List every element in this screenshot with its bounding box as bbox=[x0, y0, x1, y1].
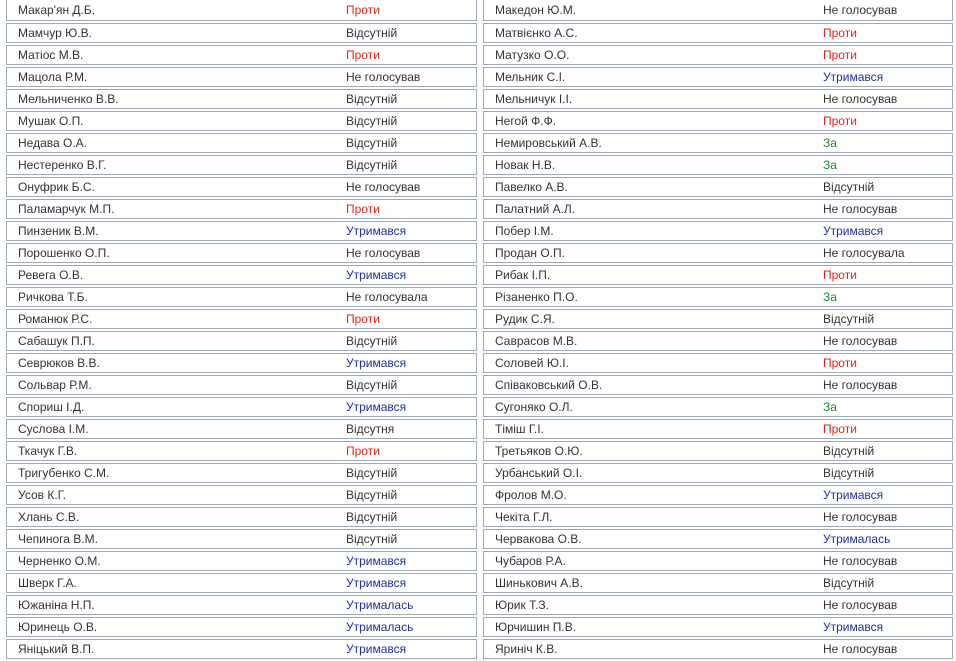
deputy-name: Тіміш Г.І. bbox=[495, 422, 544, 436]
deputy-name: Севрюков В.В. bbox=[18, 356, 100, 370]
vote-row bbox=[483, 419, 953, 439]
vote-result: Відсутній bbox=[346, 378, 398, 392]
vote-row bbox=[6, 375, 477, 395]
vote-result: Утрималась bbox=[346, 620, 414, 634]
vote-result: Відсутній bbox=[346, 510, 398, 524]
deputy-name: Фролов М.О. bbox=[495, 488, 567, 502]
deputy-name: Ричкова Т.Б. bbox=[18, 290, 88, 304]
deputy-name: Шинькович А.В. bbox=[495, 576, 583, 590]
vote-result: Не голосував bbox=[823, 334, 898, 348]
vote-row bbox=[6, 353, 477, 373]
deputy-name: Сабашук П.П. bbox=[18, 334, 95, 348]
vote-result: Утримався bbox=[823, 224, 884, 238]
vote-row bbox=[483, 111, 953, 131]
deputy-name: Третьяков О.Ю. bbox=[495, 444, 583, 458]
vote-result: Утримався bbox=[346, 576, 407, 590]
vote-result: Утримався bbox=[823, 488, 884, 502]
vote-result: Не голосував bbox=[823, 642, 898, 656]
vote-row bbox=[483, 639, 953, 659]
deputy-name: Черненко О.М. bbox=[18, 554, 101, 568]
deputy-name: Матузко О.О. bbox=[495, 48, 570, 62]
vote-row bbox=[483, 441, 953, 461]
vote-row bbox=[483, 265, 953, 285]
vote-row bbox=[483, 309, 953, 329]
deputy-name: Македон Ю.М. bbox=[495, 3, 577, 17]
vote-row bbox=[483, 463, 953, 483]
deputy-name: Тригубенко С.М. bbox=[18, 466, 110, 480]
vote-result: Відсутній bbox=[346, 334, 398, 348]
vote-result: Утримався bbox=[346, 400, 407, 414]
vote-result: Відсутній bbox=[823, 312, 875, 326]
vote-result: Утримався bbox=[346, 224, 407, 238]
vote-result: Відсутній bbox=[823, 180, 875, 194]
vote-result: Відсутній bbox=[823, 576, 875, 590]
deputy-name: Соловей Ю.І. bbox=[495, 356, 569, 370]
deputy-name: Ревега О.В. bbox=[18, 268, 84, 282]
deputy-name: Немировський А.В. bbox=[495, 136, 602, 150]
vote-result: Утримався bbox=[823, 70, 884, 84]
deputy-name: Шверк Г.А. bbox=[18, 576, 77, 590]
vote-row bbox=[6, 89, 477, 109]
vote-row bbox=[6, 45, 477, 65]
vote-result: Утримався bbox=[346, 642, 407, 656]
deputy-name: Юрик Т.З. bbox=[495, 598, 549, 612]
vote-row bbox=[483, 375, 953, 395]
vote-result: Відсутній bbox=[823, 466, 875, 480]
vote-row bbox=[6, 331, 477, 351]
vote-result: Проти bbox=[823, 114, 857, 128]
vote-row bbox=[483, 595, 953, 615]
vote-row bbox=[483, 529, 953, 549]
vote-row bbox=[483, 89, 953, 109]
deputy-name: Продан О.П. bbox=[495, 246, 565, 260]
deputy-name: Матвієнко А.С. bbox=[495, 26, 578, 40]
deputy-name: Мельник С.І. bbox=[495, 70, 566, 84]
deputy-name: Романюк Р.С. bbox=[18, 312, 93, 326]
vote-result: За bbox=[823, 400, 837, 414]
deputy-name: Мельничук І.І. bbox=[495, 92, 573, 106]
vote-row bbox=[483, 573, 953, 593]
vote-table-right bbox=[483, 0, 953, 661]
deputy-name: Різаненко П.О. bbox=[495, 290, 578, 304]
deputy-name: Мацола Р.М. bbox=[18, 70, 88, 84]
vote-result: Проти bbox=[823, 356, 857, 370]
vote-row bbox=[6, 441, 477, 461]
deputy-name: Недава О.А. bbox=[18, 136, 88, 150]
deputy-name: Мамчур Ю.В. bbox=[18, 26, 92, 40]
deputy-name: Пинзеник В.М. bbox=[18, 224, 99, 238]
vote-row bbox=[6, 617, 477, 637]
deputy-name: Чубаров Р.А. bbox=[495, 554, 566, 568]
vote-row bbox=[6, 551, 477, 571]
deputy-name: Порошенко О.П. bbox=[18, 246, 110, 260]
vote-result: За bbox=[823, 158, 837, 172]
vote-row bbox=[483, 177, 953, 197]
deputy-name: Ткачук Г.В. bbox=[18, 444, 78, 458]
vote-row bbox=[6, 23, 477, 43]
vote-row bbox=[6, 243, 477, 263]
vote-result: Відсутній bbox=[346, 26, 398, 40]
deputy-name: Яриніч К.В. bbox=[495, 642, 558, 656]
vote-row bbox=[6, 199, 477, 219]
vote-row bbox=[6, 177, 477, 197]
deputy-name: Побер І.М. bbox=[495, 224, 554, 238]
deputy-name: Рудик С.Я. bbox=[495, 312, 555, 326]
deputy-name: Усов К.Г. bbox=[18, 488, 67, 502]
vote-result: Проти bbox=[346, 202, 380, 216]
deputy-name: Новак Н.В. bbox=[495, 158, 556, 172]
vote-row bbox=[483, 199, 953, 219]
vote-row bbox=[6, 265, 477, 285]
vote-result: Не голосував bbox=[823, 92, 898, 106]
vote-result: Проти bbox=[346, 3, 380, 17]
deputy-name: Співаковський О.В. bbox=[495, 378, 603, 392]
vote-result: Не голосував bbox=[823, 598, 898, 612]
vote-row bbox=[6, 0, 477, 21]
vote-row bbox=[6, 507, 477, 527]
deputy-name: Саврасов М.В. bbox=[495, 334, 578, 348]
deputy-name: Мушак О.П. bbox=[18, 114, 84, 128]
deputy-name: Палатний А.Л. bbox=[495, 202, 576, 216]
vote-result: Не голосував bbox=[346, 180, 421, 194]
vote-row bbox=[483, 221, 953, 241]
vote-result: Проти bbox=[823, 26, 857, 40]
deputy-name: Рибак І.П. bbox=[495, 268, 551, 282]
vote-row bbox=[483, 331, 953, 351]
vote-table-left bbox=[6, 0, 477, 661]
vote-result: Не голосував bbox=[346, 246, 421, 260]
vote-row bbox=[6, 397, 477, 417]
vote-result: Проти bbox=[346, 48, 380, 62]
vote-row bbox=[6, 221, 477, 241]
vote-row bbox=[483, 155, 953, 175]
vote-result: Проти bbox=[823, 48, 857, 62]
vote-result: Відсутній bbox=[823, 444, 875, 458]
vote-result: Не голосував bbox=[823, 510, 898, 524]
vote-result: Проти bbox=[823, 422, 857, 436]
vote-result: Відсутній bbox=[346, 466, 398, 480]
vote-result: Не голосував bbox=[823, 202, 898, 216]
deputy-name: Юрчишин П.В. bbox=[495, 620, 577, 634]
vote-row bbox=[483, 67, 953, 87]
vote-result: Відсутній bbox=[346, 158, 398, 172]
deputy-name: Матіос М.В. bbox=[18, 48, 84, 62]
vote-result: Відсутній bbox=[346, 488, 398, 502]
deputy-name: Макар'ян Д.Б. bbox=[18, 3, 96, 17]
vote-result: Не голосував bbox=[823, 3, 898, 17]
vote-row bbox=[6, 463, 477, 483]
deputy-name: Сольвар Р.М. bbox=[18, 378, 92, 392]
deputy-name: Юринець О.В. bbox=[18, 620, 98, 634]
deputy-name: Урбанський О.І. bbox=[495, 466, 583, 480]
vote-row bbox=[483, 397, 953, 417]
vote-row bbox=[6, 67, 477, 87]
vote-row bbox=[483, 617, 953, 637]
deputy-name: Нестеренко В.Г. bbox=[18, 158, 107, 172]
vote-result: Утримався bbox=[346, 356, 407, 370]
vote-row bbox=[6, 485, 477, 505]
deputy-name: Спориш І.Д. bbox=[18, 400, 85, 414]
vote-row bbox=[483, 287, 953, 307]
vote-row bbox=[6, 309, 477, 329]
vote-result: Утримався bbox=[346, 268, 407, 282]
vote-result: Утрималась bbox=[823, 532, 891, 546]
deputy-name: Мельниченко В.В. bbox=[18, 92, 119, 106]
vote-row bbox=[6, 419, 477, 439]
vote-row bbox=[483, 507, 953, 527]
deputy-name: Суслова І.М. bbox=[18, 422, 89, 436]
vote-row bbox=[6, 529, 477, 549]
vote-row bbox=[483, 485, 953, 505]
deputy-name: Паламарчук М.П. bbox=[18, 202, 115, 216]
deputy-name: Южаніна Н.П. bbox=[18, 598, 95, 612]
vote-row bbox=[6, 133, 477, 153]
vote-result: Не голосувала bbox=[346, 290, 428, 304]
vote-row bbox=[6, 287, 477, 307]
vote-row bbox=[6, 155, 477, 175]
vote-result: Відсутній bbox=[346, 114, 398, 128]
vote-row bbox=[6, 573, 477, 593]
vote-result: Не голосував bbox=[823, 554, 898, 568]
vote-row bbox=[483, 353, 953, 373]
vote-result: Проти bbox=[346, 312, 380, 326]
deputy-name: Чекіта Г.Л. bbox=[495, 510, 553, 524]
deputy-name: Негой Ф.Ф. bbox=[495, 114, 557, 128]
vote-result: Відсутній bbox=[346, 136, 398, 150]
vote-result: Відсутній bbox=[346, 92, 398, 106]
vote-result: Не голосував bbox=[823, 378, 898, 392]
vote-result: Не голосувала bbox=[823, 246, 905, 260]
vote-result: Не голосував bbox=[346, 70, 421, 84]
deputy-name: Яніцький В.П. bbox=[18, 642, 95, 656]
vote-row bbox=[6, 639, 477, 659]
vote-row bbox=[483, 243, 953, 263]
vote-row bbox=[483, 23, 953, 43]
vote-row bbox=[6, 595, 477, 615]
deputy-name: Павелко А.В. bbox=[495, 180, 568, 194]
vote-row bbox=[483, 551, 953, 571]
deputy-name: Хлань С.В. bbox=[18, 510, 80, 524]
vote-result: Відсутній bbox=[346, 532, 398, 546]
vote-row bbox=[483, 0, 953, 21]
deputy-name: Сугоняко О.Л. bbox=[495, 400, 573, 414]
vote-result: Проти bbox=[346, 444, 380, 458]
vote-row bbox=[483, 45, 953, 65]
deputy-name: Червакова О.В. bbox=[495, 532, 582, 546]
deputy-name: Онуфрик Б.С. bbox=[18, 180, 95, 194]
vote-row bbox=[483, 133, 953, 153]
vote-result: За bbox=[823, 290, 837, 304]
vote-result: Відсутня bbox=[346, 422, 395, 436]
vote-result: Проти bbox=[823, 268, 857, 282]
vote-row bbox=[6, 111, 477, 131]
vote-result: Утримався bbox=[823, 620, 884, 634]
vote-result: Утрималась bbox=[346, 598, 414, 612]
vote-result: За bbox=[823, 136, 837, 150]
vote-result: Утримався bbox=[346, 554, 407, 568]
deputy-name: Чепинога В.М. bbox=[18, 532, 98, 546]
